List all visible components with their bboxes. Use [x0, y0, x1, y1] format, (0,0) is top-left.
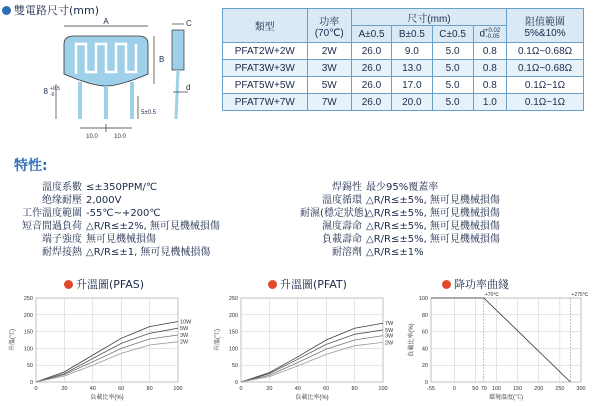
series-label: 7W — [385, 321, 394, 328]
series-label: 2W — [180, 339, 189, 346]
y-tick-label: 40 — [421, 346, 428, 353]
feature-right-2: 耐濕(穩定狀態)△R/R≤±5%, 無可見機械損傷 — [300, 208, 500, 219]
dimension-title: 雙電路尺寸(mm) — [2, 2, 99, 18]
col-power: 功率 (70℃) — [307, 9, 351, 43]
y-axis-label: 升溫(℃) — [10, 329, 16, 351]
feature-left-1: 绝缘耐壓 2,000V — [42, 195, 122, 206]
x-axis-label: 負載比率(%) — [295, 395, 329, 401]
y-tick-label: 100 — [418, 296, 428, 302]
bullet-icon — [268, 280, 277, 289]
table-row: PFAT7W+7W 7W 26.0 20.0 5.0 1.0 0.1Ω~1Ω — [223, 94, 584, 111]
y-tick-label: 50 — [231, 363, 238, 370]
dim-10-right: 10.0 — [114, 134, 126, 140]
x-tick-label: -55 — [427, 386, 435, 392]
y-tick-label: 60 — [421, 329, 428, 336]
x-tick-label: 80 — [146, 386, 153, 392]
bullet-icon — [442, 280, 451, 289]
x-tick-label: 100 — [378, 386, 388, 392]
plot-area — [431, 298, 581, 382]
x-axis-label: 負載比率(%) — [90, 395, 124, 401]
chart-pfat — [205, 292, 405, 404]
feature-left-4: 端子強度 無可見機械損傷 — [42, 234, 156, 245]
y-tick-label: 200 — [228, 312, 238, 319]
spec-table — [222, 8, 584, 111]
y-axis-label: 負載比率(%) — [409, 323, 415, 357]
x-tick-label: 100 — [491, 386, 502, 392]
col-d: d+0.02 -0.05 — [473, 26, 506, 43]
col-a: A±0.5 — [351, 26, 391, 43]
feature-left-0: 溫度系數 ≤±350PPM/℃ — [42, 182, 158, 193]
feature-left-2: 工作溫度範圍 -55℃~+200℃ — [22, 208, 161, 219]
dim-8-label: 8 — [43, 87, 48, 96]
plot-area — [241, 298, 383, 382]
feature-left-5: 耐焊接熱 △R/R≤±1, 無可見機械損傷 — [42, 247, 211, 258]
x-tick-label: 60 — [118, 386, 125, 392]
x-tick-label: 0 — [239, 386, 243, 392]
feature-right-0: 焊錫性 最少95%覆蓋率 — [332, 182, 439, 193]
series-label: 5W — [180, 326, 189, 333]
dim-c-label: C — [186, 19, 192, 28]
dim-10-left: 10.0 — [86, 134, 98, 140]
svg-text:-0: -0 — [50, 92, 55, 98]
features-title: 特性: — [14, 158, 48, 174]
feature-right-1: 溫度循環 △R/R≤±5%, 無可見機械損傷 — [322, 195, 500, 206]
x-tick-label: 150 — [513, 386, 523, 392]
feature-right-4: 負載壽命 △R/R≤±5%, 無可見機械損傷 — [322, 234, 500, 245]
col-b: B±0.5 — [392, 26, 432, 43]
feature-left-3: 短音間過負荷 △R/R≤±2%, 無可見機械損傷 — [22, 221, 220, 232]
chart-pfas — [0, 292, 200, 404]
table-row: PFAT5W+5W 5W 26.0 17.0 5.0 0.8 0.1Ω~1Ω — [223, 77, 584, 94]
feature-right-5: 耐溶劑 △R/R≤±1% — [332, 247, 424, 258]
col-range: 阻值範圍 5%&10% — [507, 9, 584, 43]
plot-area — [36, 298, 178, 382]
y-tick-label: 20 — [421, 363, 428, 370]
col-size: 尺寸(mm) — [351, 9, 506, 26]
y-tick-label: 150 — [228, 329, 238, 336]
chart-derating — [405, 292, 598, 404]
series-label: 3W — [385, 333, 394, 340]
y-tick-label: 100 — [228, 346, 238, 353]
x-tick-label: 70 — [480, 386, 487, 392]
svg-text:+0.5: +0.5 — [50, 86, 60, 92]
y-tick-label: 0 — [234, 380, 238, 386]
bullet-icon — [64, 280, 73, 289]
dim-b-label: B — [159, 55, 165, 64]
y-tick-label: 100 — [23, 346, 33, 353]
x-tick-label: 0 — [34, 386, 38, 392]
series-label: 10W — [180, 319, 192, 326]
table-row: PFAT2W+2W 2W 26.0 9.0 5.0 0.8 0.1Ω~0.68Ω — [223, 43, 584, 60]
dimension-drawing — [20, 14, 220, 146]
chart-pfas-title: 升溫圖(PFAS) — [64, 276, 144, 292]
bullet-icon — [2, 6, 11, 15]
y-axis-label: 升溫(℃) — [215, 329, 221, 351]
series-label: 2W — [385, 340, 394, 347]
y-tick-label: 250 — [228, 296, 238, 302]
y-tick-label: 150 — [23, 329, 33, 336]
x-tick-label: 20 — [61, 386, 68, 392]
x-tick-label: 250 — [555, 386, 565, 392]
dim-d-label: d — [186, 83, 191, 92]
x-tick-label: 40 — [294, 386, 301, 392]
x-tick-label: 60 — [323, 386, 330, 392]
x-tick-label: 100 — [173, 386, 183, 392]
y-tick-label: 50 — [26, 363, 33, 370]
y-tick-label: 250 — [23, 296, 33, 302]
dim-5-label: 5±0.5 — [141, 110, 156, 116]
series-label: 3W — [180, 332, 189, 339]
y-tick-label: 80 — [421, 312, 428, 319]
y-tick-label: 0 — [29, 380, 33, 386]
table-row: PFAT3W+3W 3W 26.0 13.0 5.0 0.8 0.1Ω~0.68Ω — [223, 60, 584, 77]
x-tick-label: 40 — [89, 386, 96, 392]
x-tick-label: 50 — [472, 386, 479, 392]
chart-pfat-title: 升溫圖(PFAT) — [268, 276, 347, 292]
feature-right-3: 濕度壽命 △R/R≤±5%, 無可見機械損傷 — [322, 221, 500, 232]
chart-derating-title: 降功率曲綫 — [442, 276, 509, 292]
x-tick-label: 300 — [576, 386, 586, 392]
annotation-label: +275℃ — [571, 292, 589, 298]
x-axis-label: 環境溫度(℃) — [489, 395, 523, 401]
y-tick-label: 0 — [424, 380, 428, 386]
y-tick-label: 200 — [23, 312, 33, 319]
series-label: 5W — [385, 327, 394, 334]
x-tick-label: 80 — [351, 386, 358, 392]
annotation-label: +70℃ — [484, 292, 499, 298]
x-tick-label: 0 — [452, 386, 456, 392]
x-tick-label: 20 — [266, 386, 273, 392]
dim-a-label: A — [103, 17, 109, 26]
col-model: 類型 — [223, 9, 308, 43]
col-c: C±0.5 — [432, 26, 473, 43]
x-tick-label: 200 — [534, 386, 544, 392]
